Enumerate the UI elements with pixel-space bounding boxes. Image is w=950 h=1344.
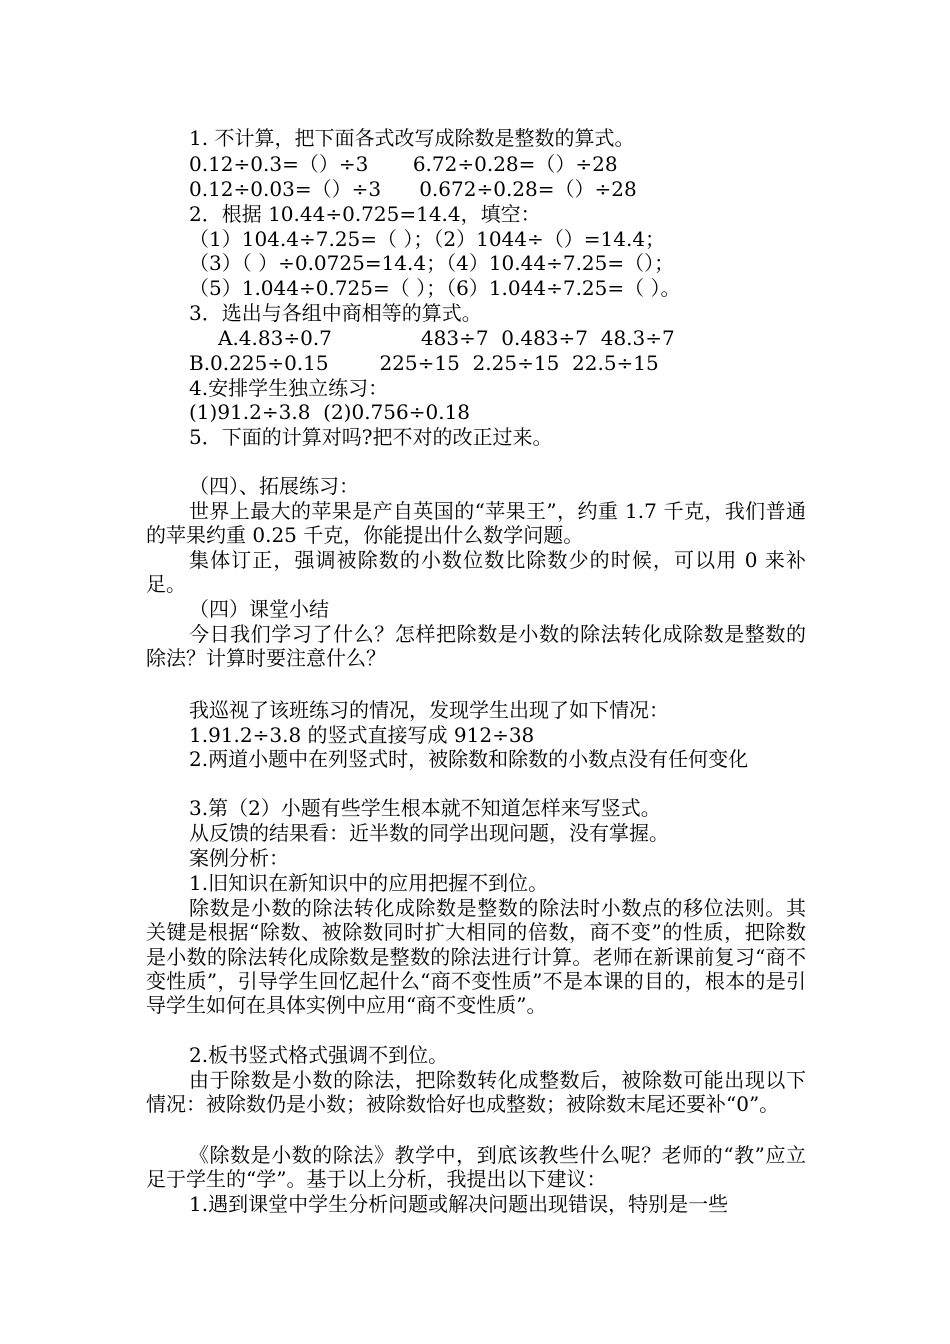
analysis-point-2-paragraph: 由于除数是小数的除法，把除数转化成整数后，被除数可能出现以下情况：被除数仍是小数；被除数恰好也成整数；被除数末尾还要补“0”。 bbox=[146, 1068, 806, 1117]
exercise-2-line-3: （5）1.044÷0.725=（ ）；（6）1.044÷7.25=（ ）。 bbox=[189, 276, 681, 300]
exercise-2-line-1: （1）104.4÷7.25=（ ）；（2）1044÷（）=14.4； bbox=[189, 227, 666, 251]
observation-item-3: 3.第（2）小题有些学生根本就不知道怎样来写竖式。 bbox=[189, 796, 661, 820]
exercise-3-group-b: B.0.225÷0.15 225÷15 2.25÷15 22.5÷15 bbox=[189, 351, 659, 375]
suggestion-item-1: 1.遇到课堂中学生分析问题或解决问题出现错误，特别是一些 bbox=[189, 1192, 729, 1216]
exercise-1-line-1: 0.12÷0.3=（）÷3 6.72÷0.28=（）÷28 bbox=[189, 152, 618, 176]
analysis-heading: 案例分析： bbox=[189, 846, 289, 870]
extension-paragraph-1: 世界上最大的苹果是产自英国的“苹果王”，约重 1.7 千克，我们普通的苹果约重 0.25 千克，你能提出什么数学问题。 bbox=[146, 499, 806, 548]
feedback-line: 从反馈的结果看：近半数的同学出现问题，没有掌握。 bbox=[189, 821, 669, 845]
summary-paragraph: 今日我们学习了什么？怎样把除数是小数的除法转化成除数是整数的除法？计算时要注意什么？ bbox=[146, 622, 806, 671]
observation-item-1: 1.91.2÷3.8 的竖式直接写成 912÷38 bbox=[189, 723, 535, 747]
exercise-2-line-2: （3）（ ）÷0.0725=14.4；（4）10.44÷7.25=（）； bbox=[189, 251, 675, 275]
exercise-3-group-a: A.4.83÷0.7 483÷7 0.483÷7 48.3÷7 bbox=[218, 326, 675, 350]
observation-intro: 我巡视了该班练习的情况，发现学生出现了如下情况： bbox=[189, 698, 669, 722]
summary-heading: （四）课堂小结 bbox=[189, 597, 329, 621]
exercise-1-line-2: 0.12÷0.03=（）÷3 0.672÷0.28=（）÷28 bbox=[189, 177, 637, 201]
exercise-4-line: (1)91.2÷3.8 (2)0.756÷0.18 bbox=[189, 400, 471, 424]
observation-item-2: 2.两道小题中在列竖式时，被除数和除数的小数点没有任何变化 bbox=[189, 747, 749, 771]
exercise-4-title: 4.安排学生独立练习： bbox=[189, 376, 389, 400]
suggestion-paragraph: 《除数是小数的除法》教学中，到底该教些什么呢？老师的“教”应立足于学生的“学”。基于以上分析，我提出以下建议： bbox=[146, 1143, 806, 1192]
exercise-3-title: 3．选出与各组中商相等的算式。 bbox=[189, 301, 482, 325]
analysis-point-1-paragraph: 除数是小数的除法转化成除数是整数的除法时小数点的移位法则。其关键是根据“除数、被除数同时扩大相同的倍数，商不变”的性质，把除数是小数的除法转化成除数是整数的除法进行计算。老师在新课前复习“商不变性质”，引导学生回忆起什么“商不变性质”不是本课的目的，根本的是引导学生如何在具体实例中应用“商不变性质”。 bbox=[146, 896, 806, 1018]
exercise-2-title: 2．根据 10.44÷0.725=14.4，填空： bbox=[189, 202, 541, 226]
extension-paragraph-2: 集体订正，强调被除数的小数位数比除数少的时候，可以用 0 来补足。 bbox=[146, 548, 806, 597]
exercise-1-title: 1. 不计算，把下面各式改写成除数是整数的算式。 bbox=[189, 126, 635, 150]
exercise-5-title: 5．下面的计算对吗?把不对的改正过来。 bbox=[189, 425, 553, 449]
analysis-point-2-title: 2.板书竖式格式强调不到位。 bbox=[189, 1043, 449, 1067]
analysis-point-1-title: 1.旧知识在新知识中的应用把握不到位。 bbox=[189, 871, 549, 895]
extension-heading: （四）、拓展练习： bbox=[189, 474, 359, 498]
